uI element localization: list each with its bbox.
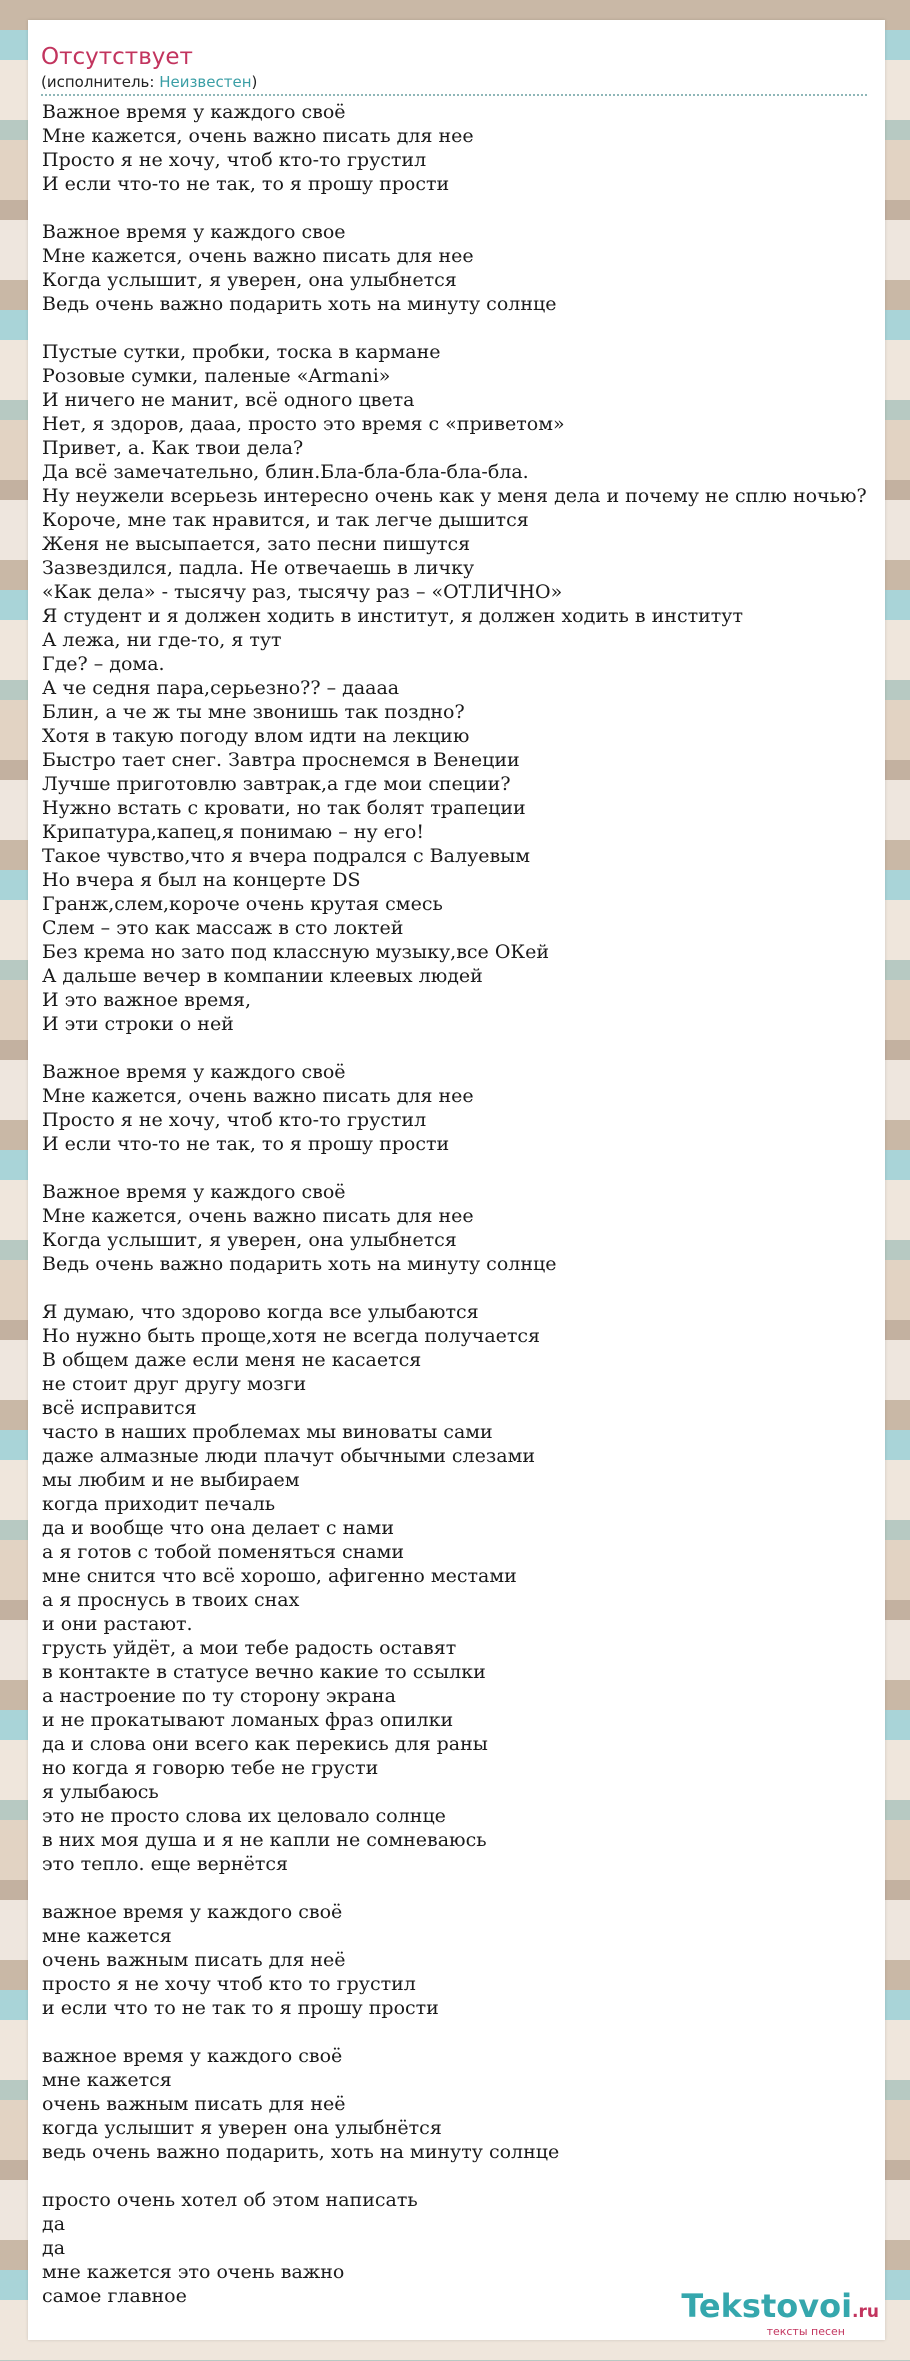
stanza-gap xyxy=(42,1876,882,1900)
stanza-gap xyxy=(42,1156,882,1180)
lyric-line: Мне кажется, очень важно писать для нее xyxy=(42,1085,474,1107)
lyric-line: мне кажется xyxy=(42,2069,172,2091)
lyric-line: Когда услышит, я уверен, она улыбнется xyxy=(42,269,457,291)
lyric-line: да xyxy=(42,2213,66,2235)
lyric-line: Когда услышит, я уверен, она улыбнется xyxy=(42,1229,457,1251)
lyric-line: а настроение по ту сторону экрана xyxy=(42,1685,396,1707)
lyric-line: Я думаю, что здорово когда все улыбаются xyxy=(42,1301,479,1323)
stanza-gap xyxy=(42,196,882,220)
lyric-line: Где? – дома. xyxy=(42,653,165,675)
lyric-line: но когда я говорю тебе не грусти xyxy=(42,1757,379,1779)
lyric-line: Но нужно быть проще,хотя не всегда получается xyxy=(42,1325,541,1347)
lyric-line: Привет, а. Как твои дела? xyxy=(42,437,304,459)
lyric-line: важное время у каждого своё xyxy=(42,2045,343,2067)
lyric-line: ведь очень важно подарить, хоть на минуту солнце xyxy=(42,2141,560,2163)
lyrics-card xyxy=(28,20,885,2340)
artist-suffix: ) xyxy=(251,73,258,91)
logo-tagline: тексты песен xyxy=(766,2325,845,2338)
song-header xyxy=(41,42,867,96)
lyric-line: Зазвездился, падла. Не отвечаешь в личку xyxy=(42,557,475,579)
lyric-line: Короче, мне так нравится, и так легче дышится xyxy=(42,509,529,531)
lyric-line: А че седня пара,серьезно?? – даааа xyxy=(42,677,400,699)
logo-name: Tekstovoi xyxy=(681,2287,853,2325)
lyric-line: и не прокатывают ломаных фраз опилки xyxy=(42,1709,454,1731)
artist-prefix: (исполнитель: xyxy=(41,73,160,91)
lyric-line: самое главное xyxy=(42,2285,187,2307)
lyric-line: мне снится что всё хорошо, афигенно местами xyxy=(42,1565,517,1587)
logo-tld: .ru xyxy=(852,2302,879,2322)
lyric-line: И это важное время, xyxy=(42,989,252,1011)
lyric-line: И если что-то не так, то я прошу прости xyxy=(42,173,450,195)
lyric-line: И если что-то не так, то я прошу прости xyxy=(42,1133,450,1155)
lyric-line: Хотя в такую погоду влом идти на лекцию xyxy=(42,725,470,747)
lyric-line: Пустые сутки, пробки, тоска в кармане xyxy=(42,341,441,363)
lyric-line: Крипатура,капец,я понимаю – ну его! xyxy=(42,821,424,843)
lyric-line: мне кажется это очень важно xyxy=(42,2261,345,2283)
lyric-line: Важное время у каждого своё xyxy=(42,1061,346,1083)
stanza-gap xyxy=(42,2164,882,2188)
lyric-line: это тепло. еще вернётся xyxy=(42,1853,288,1875)
lyric-line: Да всё замечательно, блин.Бла-бла-бла-бла-бла. xyxy=(42,461,529,483)
lyric-line: да и слова они всего как перекись для раны xyxy=(42,1733,488,1755)
lyric-line: Мне кажется, очень важно писать для нее xyxy=(42,1205,474,1227)
lyric-line: в них моя душа и я не капли не сомневаюсь xyxy=(42,1829,487,1851)
lyric-line: Просто я не хочу, чтоб кто-то грустил xyxy=(42,149,427,171)
lyric-line: да xyxy=(42,2237,66,2259)
lyric-line: просто я не хочу чтоб кто то грустил xyxy=(42,1973,416,1995)
stanza-gap xyxy=(42,316,882,340)
lyric-line: даже алмазные люди плачут обычными слезами xyxy=(42,1445,536,1467)
lyric-line: когда услышит я уверен она улыбнётся xyxy=(42,2117,442,2139)
lyric-line: Розовые сумки, паленые «Armani» xyxy=(42,365,391,387)
lyric-line: В общем даже если меня не касается xyxy=(42,1349,422,1371)
lyric-line: очень важным писать для неё xyxy=(42,2093,346,2115)
lyric-line: Слем – это как массаж в сто локтей xyxy=(42,917,404,939)
lyric-line: Просто я не хочу, чтоб кто-то грустил xyxy=(42,1109,427,1131)
lyric-line: Нет, я здоров, дааа, просто это время с «приветом» xyxy=(42,413,565,435)
lyric-line: а я готов с тобой поменяться снами xyxy=(42,1541,405,1563)
lyric-line: я улыбаюсь xyxy=(42,1781,159,1803)
lyric-line: грусть уйдёт, а мои тебе радость оставят xyxy=(42,1637,457,1659)
artist-link[interactable]: Неизвестен xyxy=(159,73,252,91)
lyric-line: Быстро тает снег. Завтра проснемся в Венеции xyxy=(42,749,520,771)
lyric-line: Важное время у каждого свое xyxy=(42,221,346,243)
lyric-line: Я студент и я должен ходить в институт, я должен ходить в институт xyxy=(42,605,743,627)
stanza-gap xyxy=(42,1036,882,1060)
lyric-line: это не просто слова их целовало солнце xyxy=(42,1805,446,1827)
lyric-line: Важное время у каждого своё xyxy=(42,101,346,123)
stanza-gap xyxy=(42,2020,882,2044)
lyric-line: мы любим и не выбираем xyxy=(42,1469,300,1491)
lyric-line: просто очень хотел об этом написать xyxy=(42,2189,418,2211)
lyric-line: Ведь очень важно подарить хоть на минуту солнце xyxy=(42,1253,557,1275)
lyric-line: Женя не высыпается, зато песни пишутся xyxy=(42,533,471,555)
lyrics-body xyxy=(42,100,882,2308)
lyric-line: да и вообще что она делает с нами xyxy=(42,1517,395,1539)
lyric-line: Мне кажется, очень важно писать для нее xyxy=(42,245,474,267)
lyric-line: Нужно встать с кровати, но так болят трапеции xyxy=(42,797,526,819)
lyric-line: И эти строки о ней xyxy=(42,1013,234,1035)
stanza-gap xyxy=(42,1276,882,1300)
lyric-line: Такое чувство,что я вчера подрался с Валуевым xyxy=(42,845,531,867)
lyric-line: в контакте в статусе вечно какие то ссылки xyxy=(42,1661,486,1683)
lyric-line: Мне кажется, очень важно писать для нее xyxy=(42,125,474,147)
site-logo[interactable] xyxy=(681,2288,879,2338)
artist-line xyxy=(41,72,867,92)
lyric-line: всё исправится xyxy=(42,1397,197,1419)
lyric-line: Ну неужели всерьезь интересно очень как у меня дела и почему не сплю ночью? xyxy=(42,485,867,507)
lyric-line: не стоит друг другу мозги xyxy=(42,1373,307,1395)
lyric-line: очень важным писать для неё xyxy=(42,1949,346,1971)
lyric-line: «Как дела» - тысячу раз, тысячу раз – «ОТЛИЧНО» xyxy=(42,581,563,603)
lyric-line: Но вчера я был на концерте DS xyxy=(42,869,361,891)
lyric-line: когда приходит печаль xyxy=(42,1493,276,1515)
lyric-line: А лежа, ни где-то, я тут xyxy=(42,629,282,651)
lyric-line: И ничего не манит, всё одного цвета xyxy=(42,389,415,411)
lyric-line: и если что то не так то я прошу прости xyxy=(42,1997,439,2019)
lyric-line: Важное время у каждого своё xyxy=(42,1181,346,1203)
lyric-line: часто в наших проблемах мы виноваты сами xyxy=(42,1421,493,1443)
lyric-line: важное время у каждого своё xyxy=(42,1901,343,1923)
lyric-line: и они растают. xyxy=(42,1613,193,1635)
lyric-line: Блин, а че ж ты мне звонишь так поздно? xyxy=(42,701,465,723)
lyric-line: а я проснусь в твоих снах xyxy=(42,1589,300,1611)
lyric-line: мне кажется xyxy=(42,1925,172,1947)
lyric-line: Ведь очень важно подарить хоть на минуту солнце xyxy=(42,293,557,315)
lyric-line: Без крема но зато под классную музыку,все ОКей xyxy=(42,941,550,963)
song-title: Отсутствует xyxy=(41,44,193,70)
lyric-line: Лучше приготовлю завтрак,а где мои специи? xyxy=(42,773,511,795)
lyric-line: Гранж,слем,короче очень крутая смесь xyxy=(42,893,443,915)
lyric-line: А дальше вечер в компании клеевых людей xyxy=(42,965,483,987)
